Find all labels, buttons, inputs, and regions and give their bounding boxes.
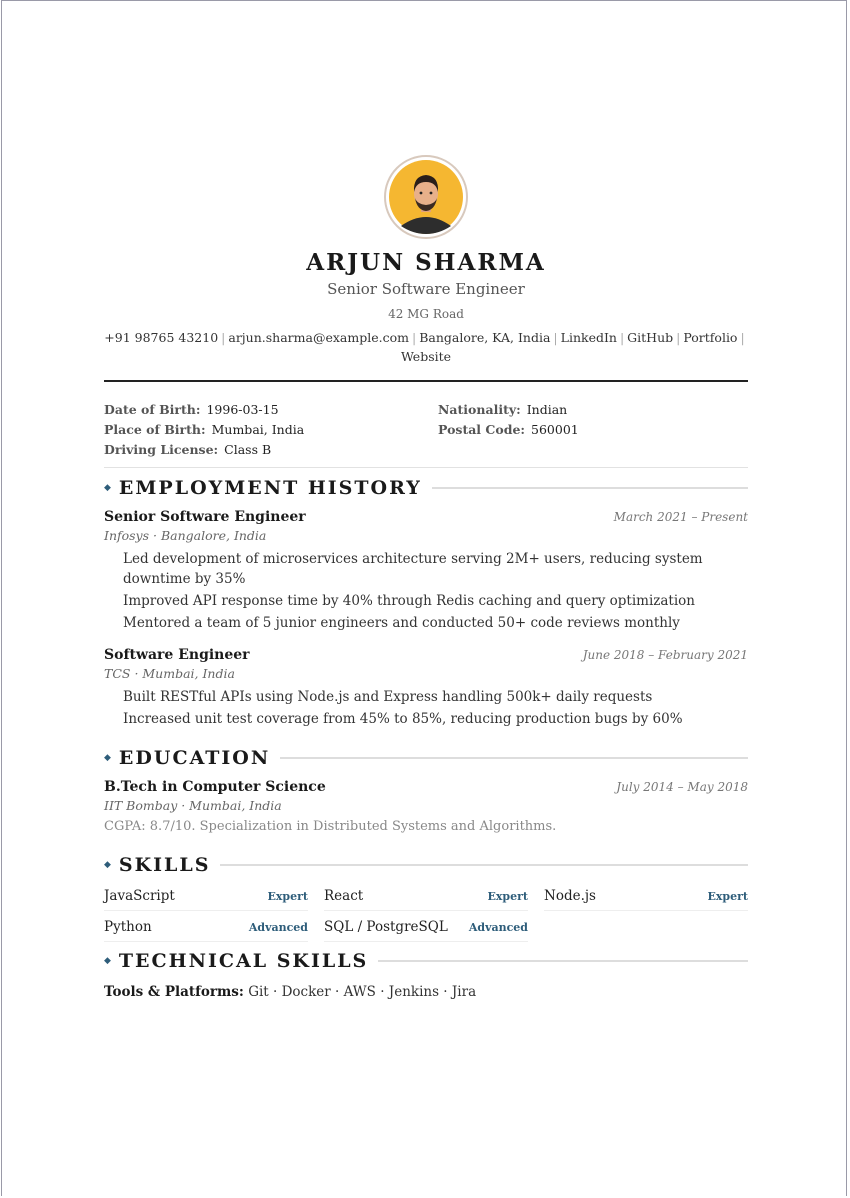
pob-label: Place of Birth:: [104, 422, 206, 437]
degree-title: B.Tech in Computer Science: [104, 779, 326, 795]
skill-item: React Expert: [324, 888, 528, 911]
skill-level: Expert: [487, 890, 528, 903]
skill-level: Expert: [707, 890, 748, 903]
nationality-value: Indian: [526, 402, 568, 417]
candidate-title: Senior Software Engineer: [327, 280, 525, 298]
job-title: Software Engineer: [104, 647, 250, 663]
resume-content: [104, 155, 748, 1000]
avatar-icon: [389, 160, 463, 234]
section-education-heading: ◆ EDUCATION: [104, 747, 748, 769]
tools-label: Tools & Platforms:: [104, 984, 244, 1000]
job-date: March 2021 – Present: [613, 510, 748, 524]
education-school: IIT Bombay · Mumbai, India: [104, 798, 282, 813]
skill-item: JavaScript Expert: [104, 888, 308, 911]
section-technical-heading: ◆ TECHNICAL SKILLS: [104, 950, 748, 972]
header-divider: [104, 380, 748, 382]
candidate-name: ARJUN SHARMA: [306, 249, 546, 276]
license-label: Driving License:: [104, 442, 219, 457]
contact-website[interactable]: Website: [400, 349, 452, 364]
education-entry: [104, 779, 748, 834]
avatar: [384, 155, 468, 239]
skills-grid: [104, 888, 748, 950]
section-skills-heading: ◆ SKILLS: [104, 854, 748, 876]
job-entry: [104, 509, 748, 633]
list-item: Improved API response time by 40% through Redis caching and query optimization: [123, 593, 695, 609]
education-note: CGPA: 8.7/10. Specialization in Distributed Systems and Algorithms.: [104, 819, 557, 834]
technical-skills: [104, 984, 748, 1000]
section-employment-heading: ◆ EMPLOYMENT HISTORY: [104, 477, 748, 499]
list-item: Built RESTful APIs using Node.js and Express handling 500k+ daily requests: [123, 689, 653, 705]
postal-value: 560001: [531, 422, 579, 437]
dob-value: 1996-03-15: [206, 402, 279, 417]
dob-label: Date of Birth:: [104, 402, 201, 417]
job-entry: [104, 647, 748, 729]
pob-value: Mumbai, India: [211, 422, 305, 437]
contact-line: +91 98765 43210 | arjun.sharma@example.com | Bangalore, KA, India | LinkedIn | GitHub | Portfolio | Website: [104, 330, 745, 364]
list-item: Increased unit test coverage from 45% to 85%, reducing production bugs by 60%: [123, 711, 683, 727]
list-item: Mentored a team of 5 junior engineers and conducted 50+ code reviews monthly: [123, 615, 680, 631]
education-date: July 2014 – May 2018: [616, 780, 748, 794]
resume-page: [1, 0, 847, 1196]
skill-level: Expert: [267, 890, 308, 903]
skill-item: Node.js Expert: [544, 888, 748, 911]
details-divider: [104, 467, 748, 468]
diamond-icon: ◆: [104, 753, 111, 763]
job-bullets: [104, 549, 748, 633]
tools-value: Git · Docker · AWS · Jenkins · Jira: [248, 984, 477, 1000]
list-item: Led development of microservices architecture serving 2M+ users, reducing system downtime by 35%: [123, 551, 703, 587]
skill-item: Python Advanced: [104, 919, 308, 942]
job-company: Infosys · Bangalore, India: [104, 528, 267, 543]
job-title: Senior Software Engineer: [104, 509, 306, 525]
skill-level: Advanced: [468, 921, 528, 934]
job-company: TCS · Mumbai, India: [104, 666, 235, 681]
resume-header: [104, 155, 748, 366]
license-value: Class B: [224, 442, 272, 457]
contact-phone: +91 98765 43210: [104, 330, 219, 345]
contact-email[interactable]: arjun.sharma@example.com: [228, 330, 409, 345]
contact-github[interactable]: GitHub: [627, 330, 674, 345]
postal-label: Postal Code:: [438, 422, 526, 437]
skill-item: SQL / PostgreSQL Advanced: [324, 919, 528, 942]
contact-linkedin[interactable]: LinkedIn: [560, 330, 617, 345]
personal-details: [104, 402, 748, 457]
job-bullets: [104, 687, 748, 729]
diamond-icon: ◆: [104, 956, 111, 966]
contact-portfolio[interactable]: Portfolio: [683, 330, 738, 345]
candidate-address: 42 MG Road: [388, 307, 464, 321]
diamond-icon: ◆: [104, 483, 111, 493]
contact-location: Bangalore, KA, India: [419, 330, 551, 345]
diamond-icon: ◆: [104, 860, 111, 870]
nationality-label: Nationality:: [438, 402, 521, 417]
skill-level: Advanced: [248, 921, 308, 934]
job-date: June 2018 – February 2021: [582, 648, 748, 662]
